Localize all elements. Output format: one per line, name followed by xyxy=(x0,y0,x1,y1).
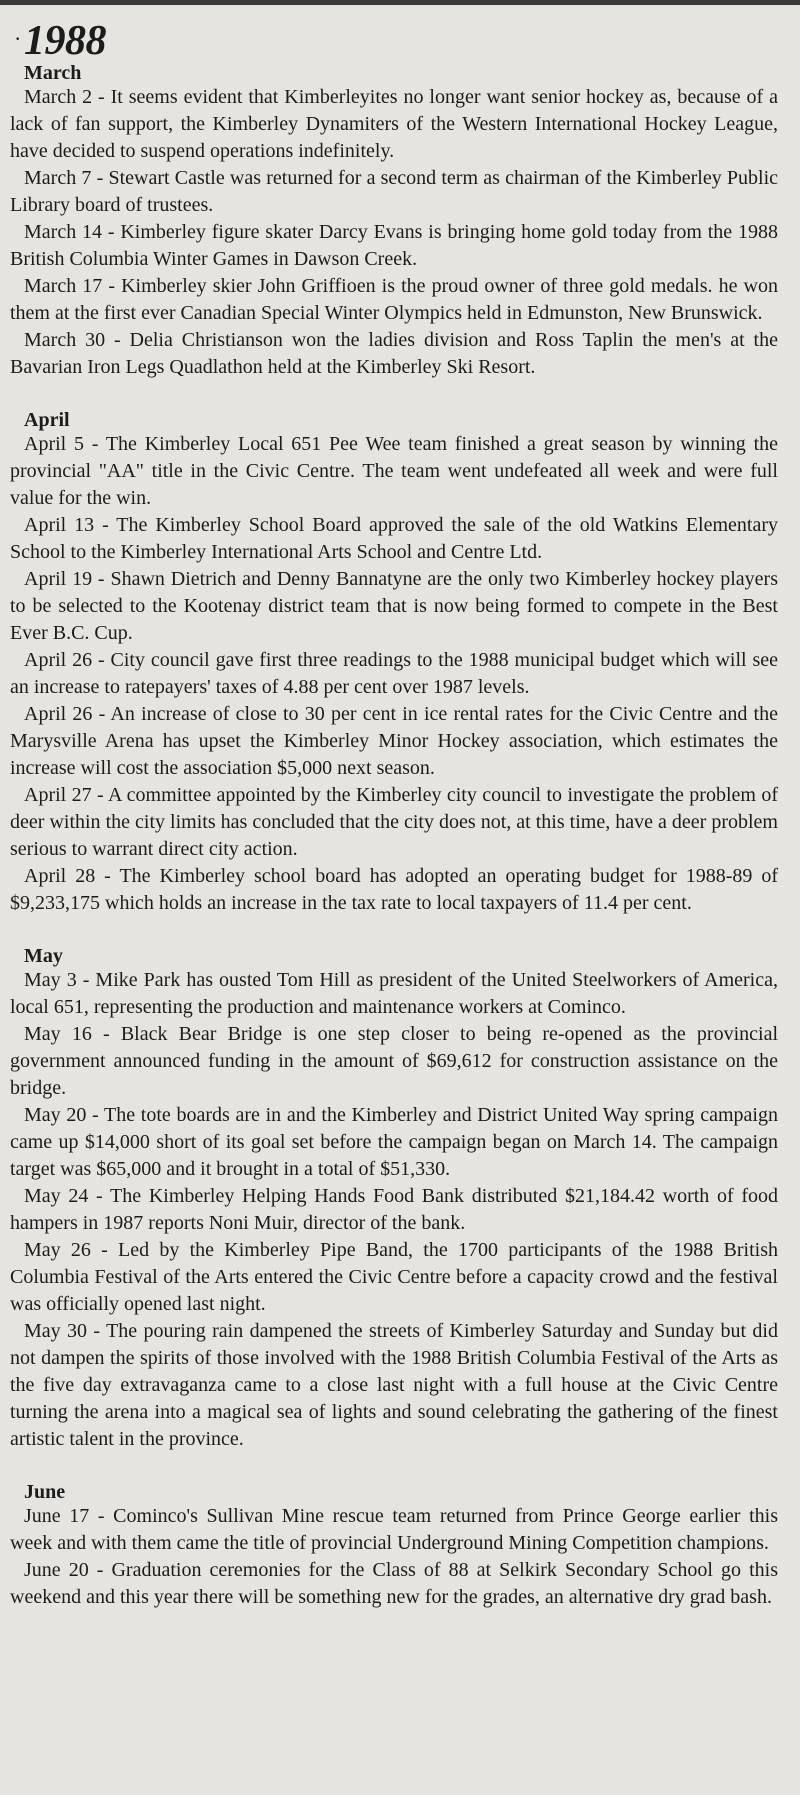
entry: May 3 - Mike Park has ousted Tom Hill as president of the United Steelworkers of America, local 651, representing the production and maintenance workers at Cominco. xyxy=(10,969,778,1018)
month-heading: March xyxy=(24,62,82,84)
entry: April 5 - The Kimberley Local 651 Pee Wee team finished a great season by winning the provincial "AA" title in the Civic Centre. The team went undefeated all week and were full value for the win. xyxy=(10,433,778,509)
entry: April 27 - A committee appointed by the Kimberley city council to investigate the problem of deer within the city limits has concluded that the city does not, at this time, have a deer problem serious to warrant direct city action. xyxy=(10,784,778,860)
section-may xyxy=(10,945,778,1453)
entry: March 2 - It seems evident that Kimberleyites no longer want senior hockey as, because of a lack of fan support, the Kimberley Dynamiters of the Western International Hockey League, have decided to suspend operations indefinitely. xyxy=(10,86,778,162)
entry: April 26 - City council gave first three readings to the 1988 municipal budget which will see an increase to ratepayers' taxes of 4.88 per cent over 1987 levels. xyxy=(10,649,778,698)
entry: June 17 - Cominco's Sullivan Mine rescue team returned from Prince George earlier this week and with them came the title of provincial Underground Mining Competition champions. xyxy=(10,1505,778,1554)
top-rule xyxy=(0,0,800,5)
entry: June 20 - Graduation ceremonies for the Class of 88 at Selkirk Secondary School go this weekend and this year there will be something new for the grades, an alternative dry grad bash. xyxy=(10,1559,778,1608)
entry: May 20 - The tote boards are in and the Kimberley and District United Way spring campaign came up $14,000 short of its goal set before the campaign began on March 14. The campaign target was $65,000 and it brought in a total of $51,330. xyxy=(10,1104,778,1180)
ink-dot: · xyxy=(14,26,22,51)
entry: March 7 - Stewart Castle was returned for a second term as chairman of the Kimberley Public Library board of trustees. xyxy=(10,167,778,216)
entry: May 26 - Led by the Kimberley Pipe Band, the 1700 participants of the 1988 British Columbia Festival of the Arts entered the Civic Centre before a capacity crowd and the festival was officially opened last night. xyxy=(10,1239,778,1315)
entry: May 30 - The pouring rain dampened the streets of Kimberley Saturday and Sunday but did not dampen the spirits of those involved with the 1988 British Columbia Festival of the Arts as the five day extravaganza came to a close last night with a full house at the Civic Centre turning the arena into a magical sea of lights and sound celebrating the gathering of the finest artistic talent in the province. xyxy=(10,1320,778,1450)
entry: March 14 - Kimberley figure skater Darcy Evans is bringing home gold today from the 1988 British Columbia Winter Games in Dawson Creek. xyxy=(10,221,778,270)
entry: April 26 - An increase of close to 30 per cent in ice rental rates for the Civic Centre and the Marysville Arena has upset the Kimberley Minor Hockey association, which estimates the increase will cost the association $5,000 next season. xyxy=(10,703,778,779)
month-heading: June xyxy=(24,1481,66,1503)
article-body xyxy=(10,62,778,1611)
month-heading: May xyxy=(24,945,63,967)
entry: March 30 - Delia Christianson won the ladies division and Ross Taplin the men's at the Bavarian Iron Legs Quadlathon held at the Kimberley Ski Resort. xyxy=(10,329,778,378)
entry: May 16 - Black Bear Bridge is one step closer to being re-opened as the provincial government announced funding in the amount of $69,612 for construction assistance on the bridge. xyxy=(10,1023,778,1099)
entry: May 24 - The Kimberley Helping Hands Food Bank distributed $21,184.42 worth of food hampers in 1987 reports Noni Muir, director of the bank. xyxy=(10,1185,778,1234)
entry: April 28 - The Kimberley school board has adopted an operating budget for 1988-89 of $9,233,175 which holds an increase in the tax rate to local taxpayers of 11.4 per cent. xyxy=(10,865,778,914)
year-heading: 1988 xyxy=(24,18,106,64)
section-march xyxy=(10,62,778,381)
section-april xyxy=(10,409,778,917)
entry: March 17 - Kimberley skier John Griffioen is the proud owner of three gold medals. he won them at the first ever Canadian Special Winter Olympics held in Edmunston, New Brunswick. xyxy=(10,275,778,324)
entry: April 13 - The Kimberley School Board approved the sale of the old Watkins Elementary School to the Kimberley International Arts School and Centre Ltd. xyxy=(10,514,778,563)
entry: April 19 - Shawn Dietrich and Denny Bannatyne are the only two Kimberley hockey players to be selected to the Kootenay district team that is now being formed to compete in the Best Ever B.C. Cup. xyxy=(10,568,778,644)
month-heading: April xyxy=(24,409,70,431)
section-june xyxy=(10,1481,778,1611)
